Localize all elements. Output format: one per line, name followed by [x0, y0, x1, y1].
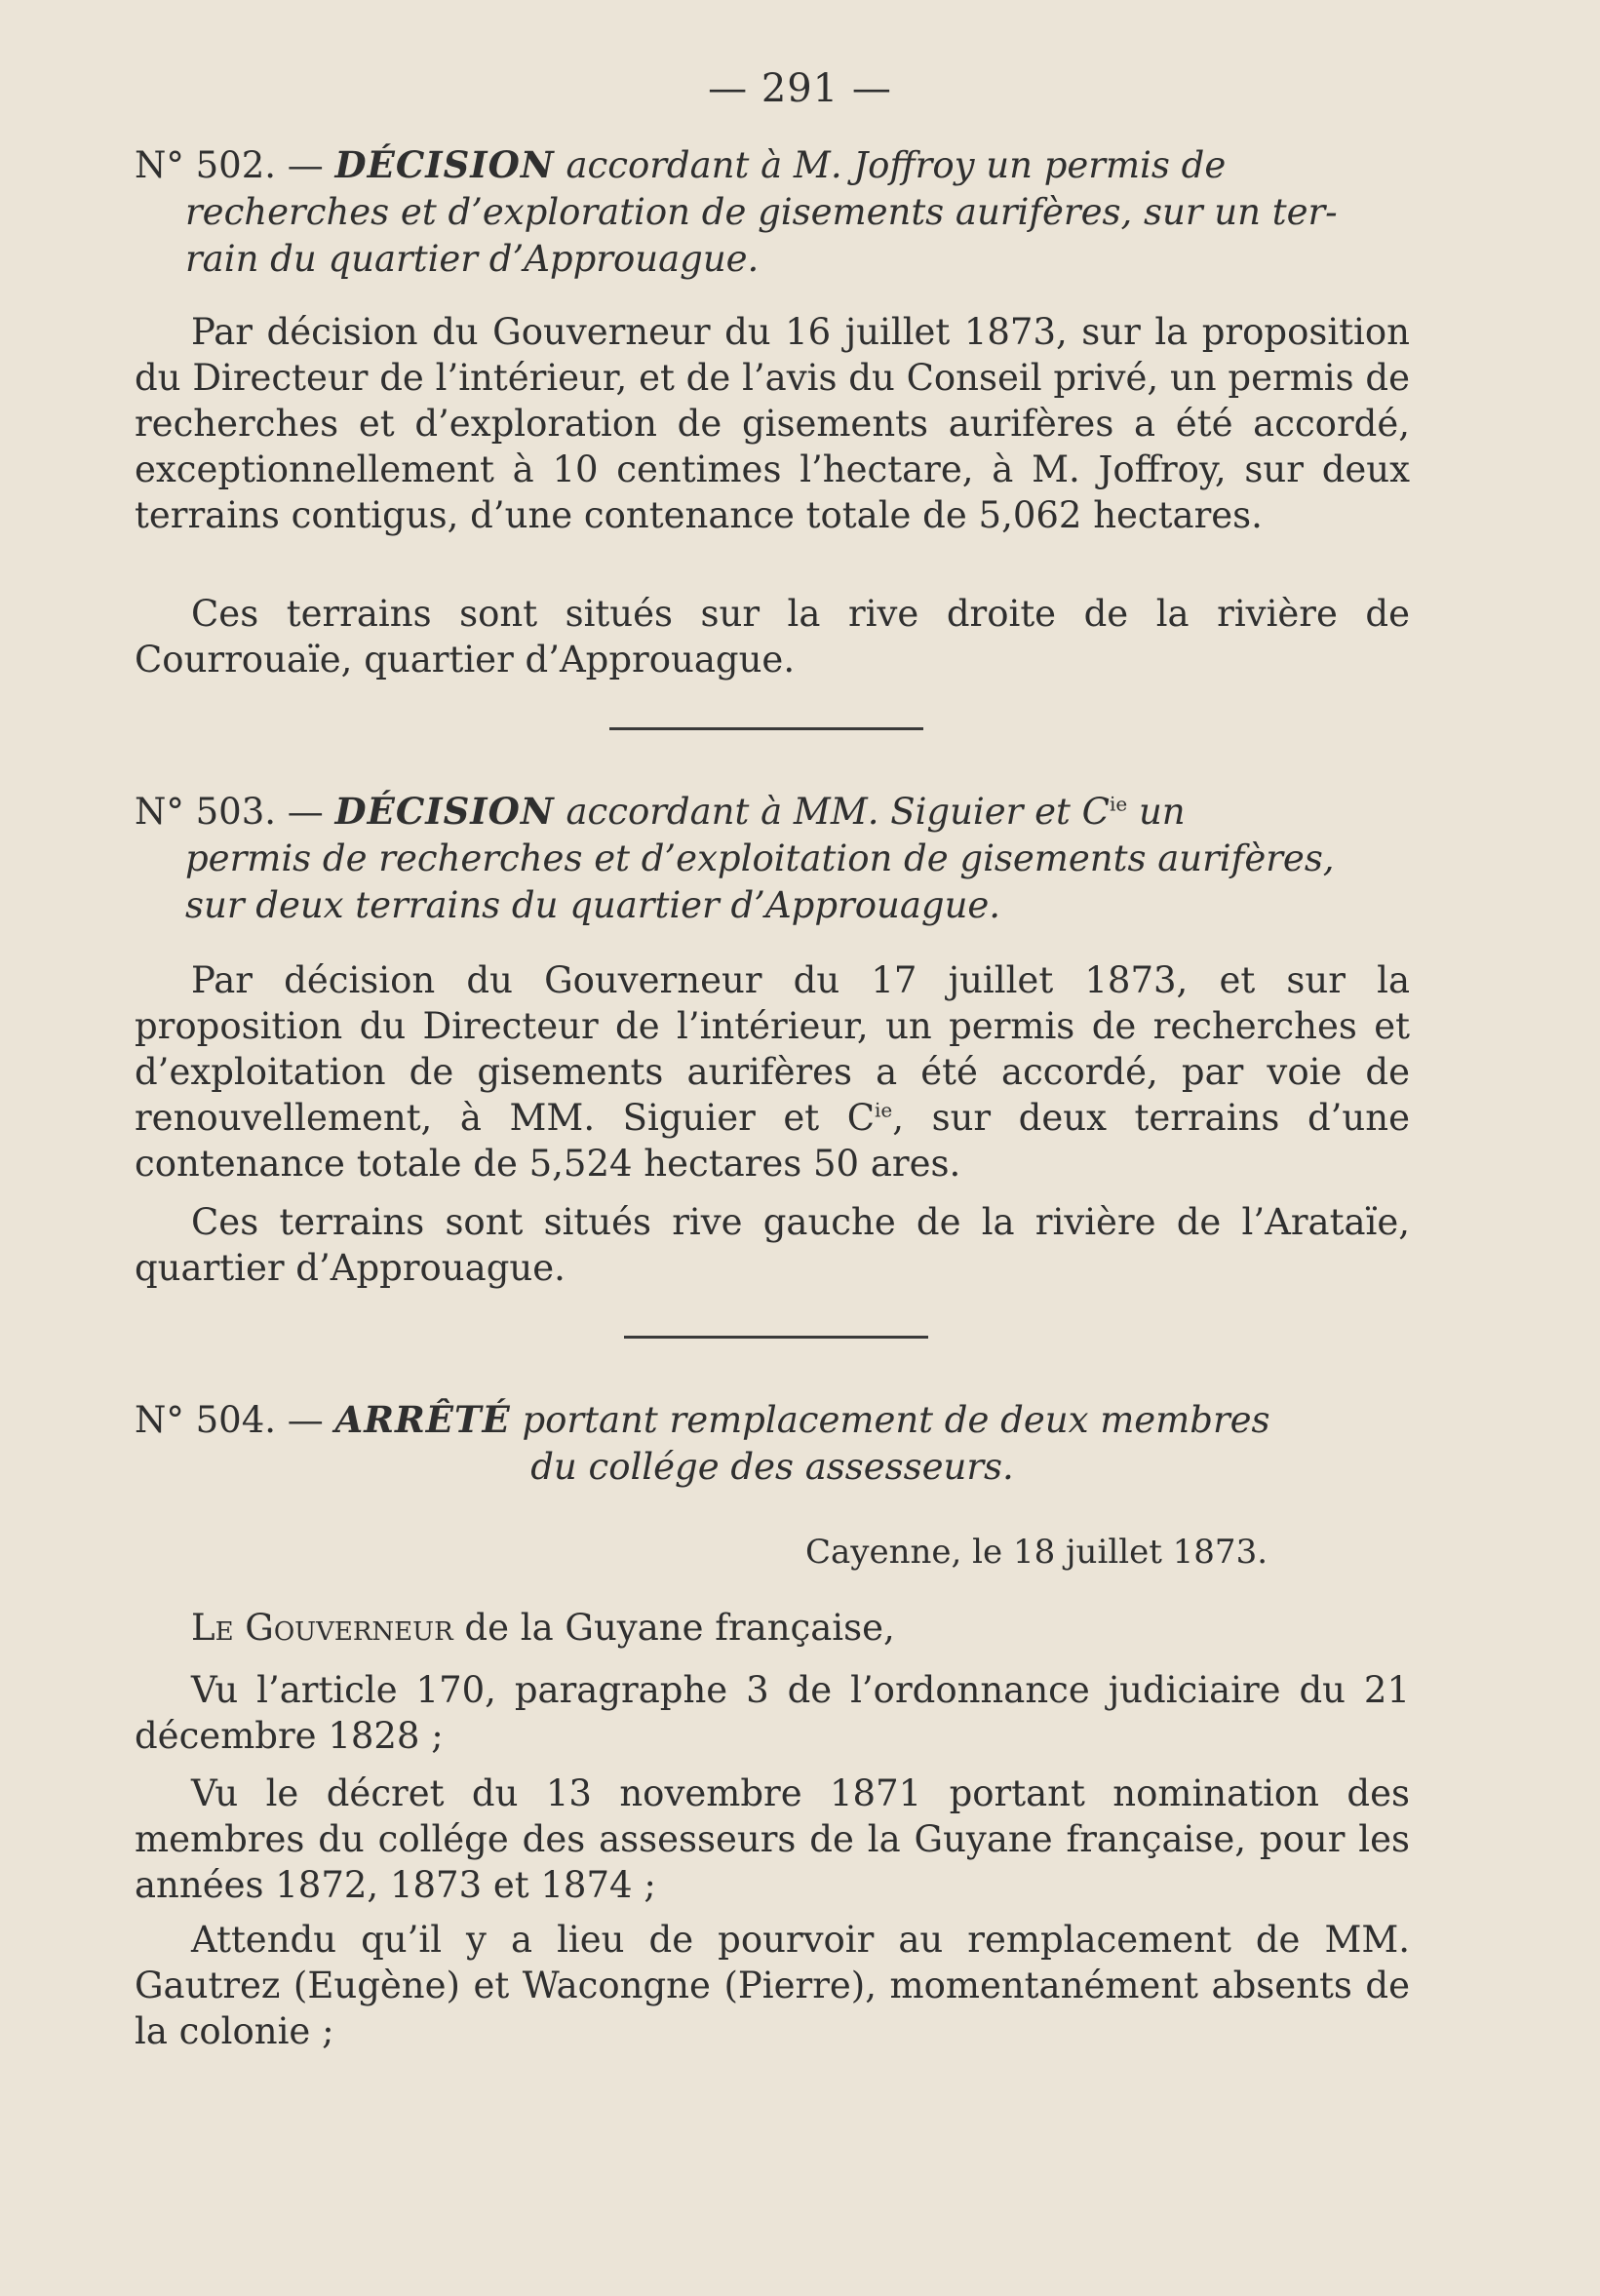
entry-502-title-line-2: recherches et d’exploration de gisements aurifères, sur un ter- — [185, 191, 1338, 233]
entry-504-paragraph-3: Attendu qu’il y a lieu de pourvoir au remplacement de MM. Gautrez (Eugène) et Wacongne (Pierre), momentanément absents de la colonie ; — [135, 1919, 1410, 2052]
entry-503-title-line-1: accordant à MM. Siguier et C — [566, 791, 1110, 833]
entry-504-title-line-2: du collége des assesseurs. — [530, 1446, 1014, 1488]
entry-504-opening: Le Gouverneur de la Guyane française, — [191, 1607, 895, 1649]
entry-503-title-line-1-end: un — [1138, 791, 1186, 833]
entry-504-paragraph-2: Vu le décret du 13 novembre 1871 portant nomination des membres du collége des assesseurs de la Guyane française, pour les années 1872, 1873 et 1874 ; — [135, 1772, 1410, 1906]
entry-503-type: DÉCISION — [334, 790, 555, 833]
entry-502-paragraph-2: Ces terrains sont situés sur la rive droite de la rivière de Courrouaïe, quartier d’Approuague. — [135, 593, 1410, 681]
entry-502-title-line-1: accordant à M. Joffroy un permis de — [566, 144, 1227, 186]
entry-504-number: N° 504. — — [135, 1399, 324, 1441]
entry-503-title-line-3: sur deux terrains du quartier d’Approuague. — [185, 884, 1001, 926]
entry-504-heading — [135, 1396, 1410, 1491]
entry-503-title-line-2: permis de recherches et d’exploitation de gisements aurifères, — [185, 837, 1335, 879]
entry-504-date: Cayenne, le 18 juillet 1873. — [805, 1533, 1268, 1572]
entry-504-type: ARRÊTÉ — [334, 1398, 511, 1441]
page-number: — 291 — — [708, 66, 892, 111]
entry-502-title-line-3: rain du quartier d’Approuague. — [185, 238, 760, 280]
entry-503-paragraph-1: Par décision du Gouverneur du 17 juillet 1873, et sur la proposition du Directeur de l’intérieur, un permis de recherches et d’exploitation de gisements aurifères a été accordé, par voie de renouvellement, à MM. Siguier et $C^{ie}$, sur deux terrains d’une contenance totale de 5,524 hectares 50 ares. — [135, 959, 1410, 1185]
entry-503-heading — [135, 788, 1410, 929]
entry-502-heading — [135, 141, 1410, 283]
entry-503-number: N° 503. — — [135, 791, 324, 833]
entry-503-title-sup: ie — [1109, 792, 1128, 816]
section-divider — [624, 1336, 928, 1339]
entry-502-paragraph-1: Par décision du Gouverneur du 16 juillet 1873, sur la proposition du Directeur de l’intérieur, et de l’avis du Conseil privé, un permis de recherches et d’exploration de gisements aurifères a été accordé, exceptionnellement à 10 centimes l’hectare, à M. Joffroy, sur deux terrains contigus, d’une contenance totale de 5,062 hectares. — [135, 311, 1410, 536]
section-divider — [609, 727, 923, 730]
entry-502-number: N° 502. — — [135, 144, 324, 186]
entry-504-title-line-1: portant remplacement de deux membres — [522, 1399, 1270, 1441]
entry-502-type: DÉCISION — [334, 143, 555, 186]
entry-504-paragraph-1: Vu l’article 170, paragraphe 3 de l’ordonnance judiciaire du 21 décembre 1828 ; — [135, 1669, 1410, 1757]
entry-503-paragraph-2: Ces terrains sont situés rive gauche de la rivière de l’Arataïe, quartier d’Approuague. — [135, 1201, 1410, 1289]
